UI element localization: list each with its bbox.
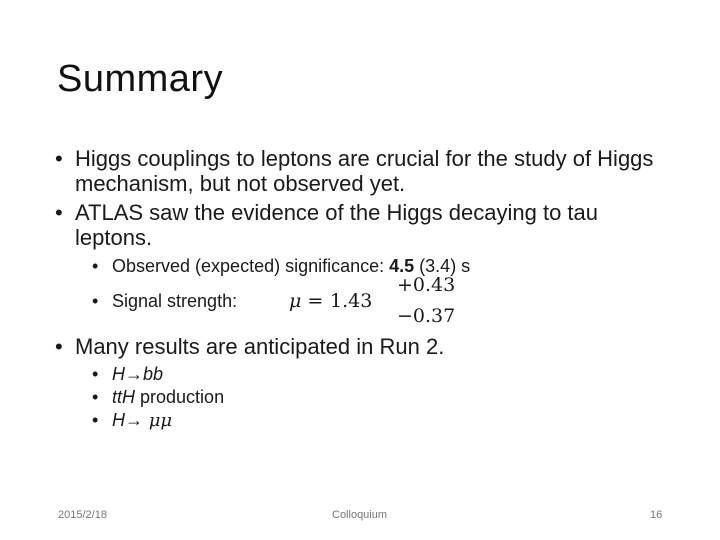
bullet-dot-icon: • <box>92 410 99 430</box>
bullet-higgs-couplings <box>55 146 675 196</box>
arrow-icon: → <box>125 410 143 430</box>
sub-bullet-significance <box>92 254 675 278</box>
signal-strength-label: Signal strength: <box>112 291 238 311</box>
tth-symbol: ttH <box>112 387 136 407</box>
bullet-dot-icon: • <box>55 146 63 171</box>
arrow-icon: → <box>125 364 143 384</box>
h-symbol: H <box>112 364 125 384</box>
bullet-dot-icon: • <box>92 364 99 384</box>
footer-title: Colloquium <box>332 509 388 521</box>
bullet-dot-icon: • <box>55 200 63 225</box>
slide-body <box>55 146 675 433</box>
bullet-run2 <box>55 334 675 359</box>
bullet-text: Many results are anticipated in Run 2. <box>75 334 445 359</box>
sub-bullet-signal-strength <box>92 274 675 332</box>
sub-bullet-h-bb <box>92 363 675 385</box>
slide-title: Summary <box>57 58 224 100</box>
h-symbol: H <box>112 410 125 430</box>
bullet-text: ATLAS saw the evidence of the Higgs decaying to tau leptons. <box>75 200 599 250</box>
bullet-dot-icon: • <box>92 387 99 407</box>
bullet-dot-icon: • <box>55 334 63 359</box>
significance-label: Observed (expected) significance: <box>112 256 390 276</box>
sub-bullet-tth <box>92 386 675 408</box>
bullet-atlas-evidence <box>55 200 675 250</box>
bullet-text: Higgs couplings to leptons are crucial for the study of Higgs mechanism, but not observed yet. <box>75 146 654 196</box>
bullet-dot-icon: • <box>92 256 99 276</box>
footer-date: 2015/2/18 <box>58 509 107 521</box>
signal-strength-minus-error: −0.37 <box>397 305 456 327</box>
footer-page-number: 16 <box>650 509 663 521</box>
decay-products: bb <box>143 364 164 384</box>
mu-symbol: μ = <box>289 290 324 312</box>
production-text: production <box>135 387 225 407</box>
significance-expected: (3.4) s <box>414 256 471 276</box>
signal-strength-plus-error: +0.43 <box>397 274 456 296</box>
significance-observed: 4.5 <box>389 256 415 276</box>
signal-strength-row <box>92 274 675 332</box>
decay-products: μμ <box>143 410 173 431</box>
bullet-dot-icon: • <box>92 291 99 311</box>
sub-bullet-h-mumu <box>92 409 675 432</box>
signal-strength-central: 1.43 <box>330 290 373 312</box>
